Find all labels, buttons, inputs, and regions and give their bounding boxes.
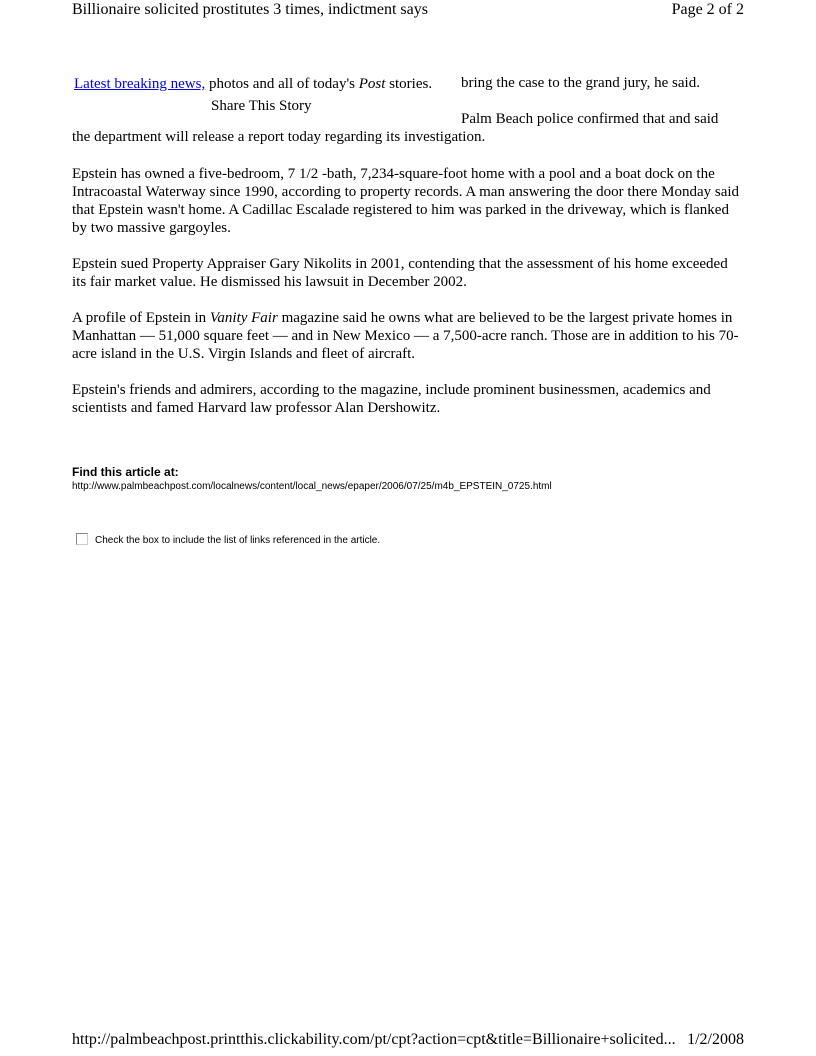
find-article-label: Find this article at: (72, 465, 179, 479)
include-links-checkbox[interactable] (76, 533, 88, 545)
paragraph: Epstein's friends and admirers, according to the magazine, include prominent businessmen, academics and scientists and famed Harvard law professor Alan Dershowitz. (72, 382, 711, 416)
paragraph-start: Palm Beach police confirmed that and said (461, 111, 719, 127)
page-number: Page 2 of 2 (671, 1, 744, 18)
paragraph: Epstein has owned a five-bedroom, 7 1/2 -bath, 7,234-square-foot home with a pool and a boat dock on the Intracoastal Waterway since 1990, according to property records. A man answering the door there Monday said that Epstein wasn't home. A Cadillac Escalade registered to him was parked in the driveway, which is flanked by two massive gargoyles. (72, 166, 740, 236)
header-title: Billionaire solicited prostitutes 3 times, indictment says (72, 1, 428, 18)
footer-date: 1/2/2008 (687, 1031, 744, 1048)
checkbox-label: Check the box to include the list of links referenced in the article. (95, 535, 381, 546)
latest-news-link[interactable]: Latest breaking news, (74, 76, 206, 92)
footer-url: http://palmbeachpost.printthis.clickability.com/pt/cpt?action=cpt&title=Billionaire+solicited... (72, 1031, 676, 1048)
article-url: http://www.palmbeachpost.com/localnews/content/local_news/epaper/2006/07/25/m4b_EPSTEIN_0725.html (72, 481, 552, 492)
paragraph: Epstein sued Property Appraiser Gary Nikolits in 2001, contending that the assessment of his home exceeded its fair market value. He dismissed his lawsuit in December 2002. (72, 256, 728, 290)
paragraph: A profile of Epstein in Vanity Fair magazine said he owns what are believed to be the largest private homes in Manhattan — 51,000 square feet — and in New Mexico — a 7,500-acre ranch. Those are in addition to his 70-acre island in the U.S. Virgin Islands and fleet of aircraft. (72, 310, 739, 362)
share-story-link[interactable]: Share This Story (211, 98, 312, 114)
promo-line: Latest breaking news, photos and all of today's Post stories. (74, 76, 433, 92)
paragraph-rest: the department will release a report today regarding its investigation. (72, 129, 486, 145)
continued-text: bring the case to the grand jury, he said. (461, 75, 700, 91)
